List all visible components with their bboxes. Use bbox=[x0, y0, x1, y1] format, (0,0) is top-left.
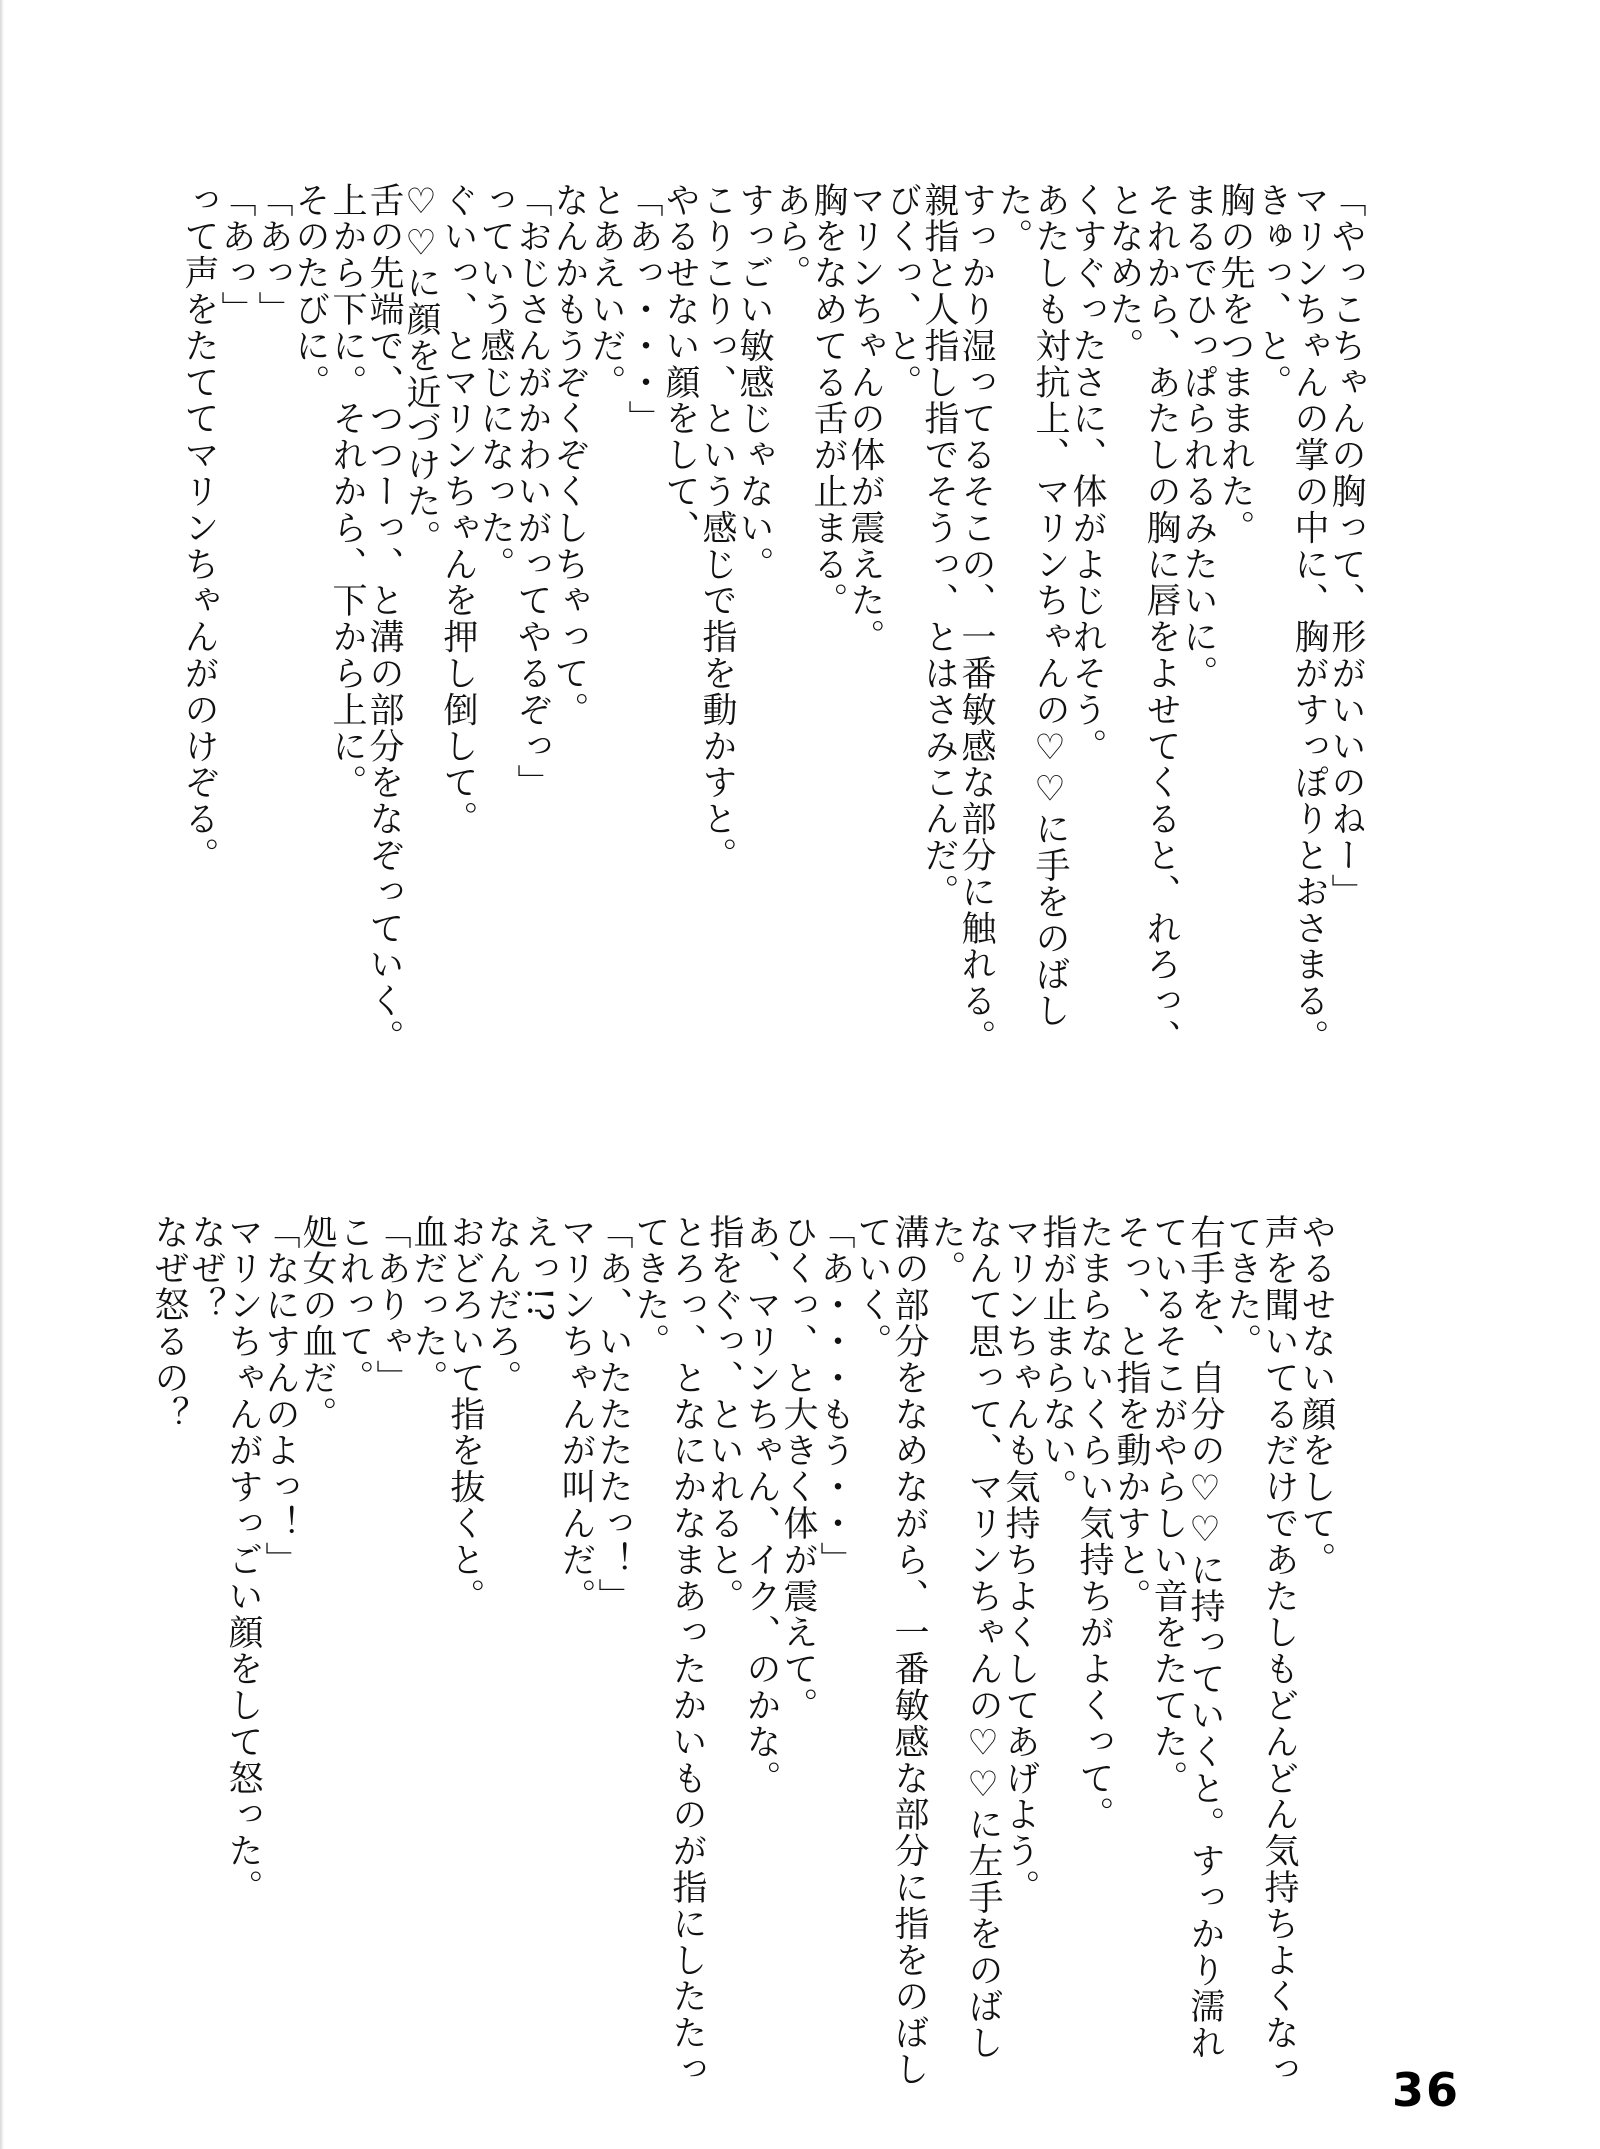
text-line: そっ、と指を動かすと。 bbox=[1111, 1214, 1151, 1615]
page-number: 36 bbox=[1392, 2063, 1461, 2117]
text-line: あ、マリンちゃん、イク、のかな。 bbox=[741, 1214, 781, 1797]
text-line: 「やっこちゃんの胸って、形がいいのねー」 bbox=[1326, 182, 1366, 910]
text-line: てきた。 bbox=[630, 1214, 670, 1360]
text-line: えっ!? bbox=[519, 1214, 559, 1323]
text-line: ていく。 bbox=[852, 1214, 892, 1360]
text-line: すっかり湿ってるそこの、一番敏感な部分に触れる。 bbox=[956, 182, 996, 1056]
text-line: マリンちゃんの体が震えた。 bbox=[845, 182, 885, 656]
text-line: マリンちゃんが叫んだ。 bbox=[556, 1214, 596, 1615]
lower-text-block bbox=[149, 1214, 1336, 2088]
scan-edge bbox=[0, 0, 4, 2149]
text-line: くすぐったさに、体がよじれそう。 bbox=[1067, 182, 1107, 765]
text-line: 親指と人指し指でそうっ、とはさみこんだ。 bbox=[919, 182, 959, 910]
text-line: ているそこがやらしい音をたてた。 bbox=[1148, 1214, 1188, 1797]
text-line: 「なにすんのよっ！」 bbox=[260, 1214, 300, 1578]
text-line: すっごい敏感じゃない。 bbox=[734, 182, 774, 583]
text-line: やるせない顔をして、 bbox=[660, 182, 700, 546]
text-line: ひくっ、と大きく体が震えて。 bbox=[778, 1214, 818, 1724]
text-line: なんかもうぞくぞくしちゃって。 bbox=[549, 182, 589, 728]
text-line: こりこりっ、という感じで指を動かすと。 bbox=[697, 182, 737, 874]
text-line: 右手を、自分の♡♡に持っていくと。すっかり濡れ bbox=[1185, 1214, 1225, 2062]
text-line: 「あっ」 bbox=[253, 182, 293, 328]
text-line: それから、あたしの胸に唇をよせてくると、れろっ、 bbox=[1141, 182, 1181, 1056]
text-line: 「おじさんがかわいがってやるぞっ」 bbox=[512, 182, 552, 801]
text-line: ぐいっ、とマリンちゃんを押し倒して。 bbox=[438, 182, 478, 838]
text-line: なんだろ。 bbox=[482, 1214, 522, 1396]
text-line: そのたびに。 bbox=[290, 182, 330, 401]
text-line: 「ありゃ」 bbox=[371, 1214, 411, 1396]
text-line: とあえいだ。 bbox=[586, 182, 626, 401]
text-line: 「あっ・・・」 bbox=[623, 182, 663, 437]
text-line: マリンちゃんも気持ちよくしてあげよう。 bbox=[1000, 1214, 1040, 1906]
text-line: まるでひっぱられるみたいに。 bbox=[1178, 182, 1218, 692]
text-line: てきた。 bbox=[1222, 1214, 1262, 1360]
text-line: た。 bbox=[993, 182, 1033, 255]
text-line: ♡♡に顔を近づけた。 bbox=[401, 182, 441, 556]
text-line: なんて思って、マリンちゃんの♡♡に左手をのばし bbox=[963, 1214, 1003, 2062]
text-line: っていう感じになった。 bbox=[475, 182, 515, 583]
text-line: びくっ、と。 bbox=[882, 182, 922, 401]
text-line: やるせない顔をして。 bbox=[1296, 1214, 1336, 1578]
text-line: 「あ・・・もう・・」 bbox=[815, 1214, 855, 1578]
text-line: おどろいて指を抜くと。 bbox=[445, 1214, 485, 1615]
text-line: た。 bbox=[926, 1214, 966, 1287]
text-line: きゅっ、と。 bbox=[1252, 182, 1292, 401]
text-line: って声をたててマリンちゃんがのけぞる。 bbox=[179, 182, 219, 874]
text-line: 声を聞いてるだけであたしもどんどん気持ちよくなっ bbox=[1259, 1214, 1299, 2088]
text-line: 「あ、いたたたたっ！」 bbox=[593, 1214, 633, 1615]
text-line: これって。 bbox=[334, 1214, 374, 1396]
text-line: となめた。 bbox=[1104, 182, 1144, 364]
text-line: 指をぐっ、といれると。 bbox=[704, 1214, 744, 1615]
text-line: マリンちゃんの掌の中に、胸がすっぽりとおさまる。 bbox=[1289, 182, 1329, 1056]
text-line: あら。 bbox=[771, 182, 811, 292]
text-line: 上から下に。それから、下から上に。 bbox=[327, 182, 367, 801]
text-line: あたしも対抗上、マリンちゃんの♡♡に手をのばし bbox=[1030, 182, 1070, 1030]
text-line: 舌の先端で、つつーっ、と溝の部分をなぞっていく。 bbox=[364, 182, 404, 1056]
text-line: なぜ？ bbox=[186, 1214, 226, 1324]
text-line: 指が止まらない。 bbox=[1037, 1214, 1077, 1506]
text-line: マリンちゃんがすっごい顔をして怒った。 bbox=[223, 1214, 263, 1906]
text-line: 胸の先をつままれた。 bbox=[1215, 182, 1255, 546]
text-line: なぜ怒るの？ bbox=[149, 1214, 189, 1433]
text-line: たまらないくらい気持ちがよくって。 bbox=[1074, 1214, 1114, 1833]
text-line: 血だった。 bbox=[408, 1214, 448, 1396]
text-line: 胸をなめてる舌が止まる。 bbox=[808, 182, 848, 619]
upper-text-block bbox=[179, 182, 1366, 1082]
text-line: 「あっ」 bbox=[216, 182, 256, 328]
text-line: 溝の部分をなめながら、一番敏感な部分に指をのばし bbox=[889, 1214, 929, 2088]
text-line: とろっ、となにかなまあったかいものが指にしたたっ bbox=[667, 1214, 707, 2088]
text-line: 処女の血だ。 bbox=[297, 1214, 337, 1433]
